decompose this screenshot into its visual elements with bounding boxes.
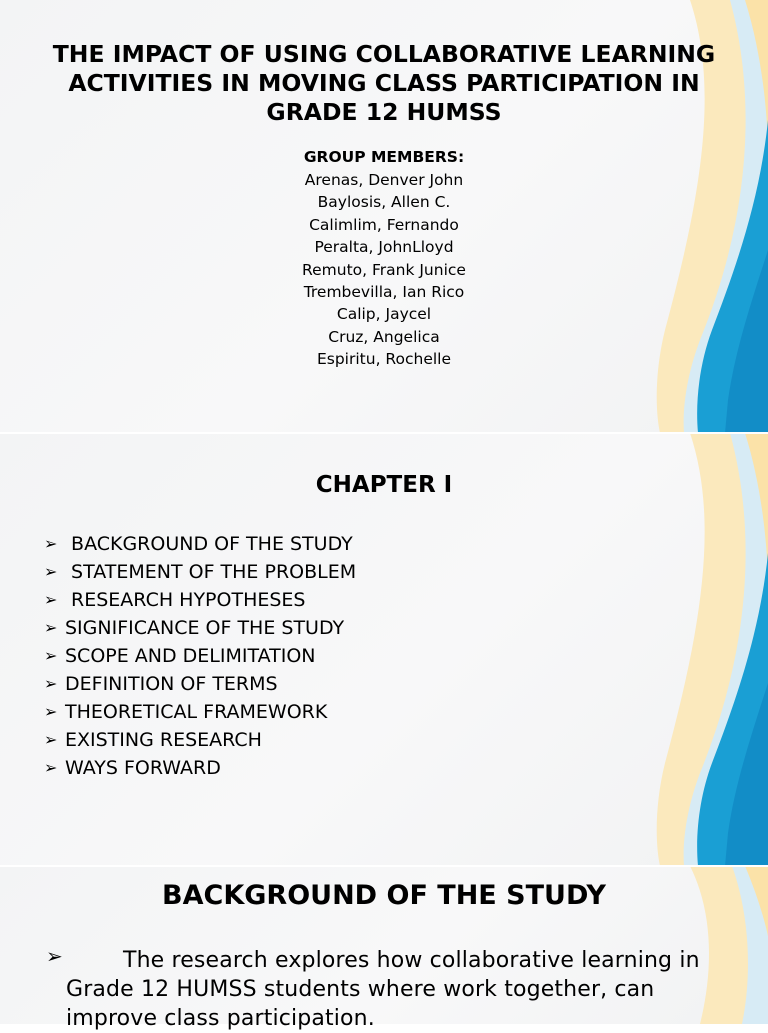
chapter-title: CHAPTER I: [315, 472, 453, 498]
outline-item-label: RESEARCH HYPOTHESES: [65, 589, 306, 611]
member-name: Trembevilla, Ian Rico: [303, 282, 465, 301]
outline-item: [44, 532, 356, 560]
member-name: Calip, Jaycel: [336, 305, 432, 324]
arrowhead-bullet-icon: ➢: [44, 590, 58, 609]
arrowhead-bullet-icon: ➢: [44, 618, 58, 637]
arrowhead-bullet-icon: ➢: [44, 562, 58, 581]
member-name: Arenas, Denver John: [304, 171, 464, 189]
outline-item-label: STATEMENT OF THE PROBLEM: [65, 561, 357, 583]
group-members-heading: GROUP MEMBERS:: [303, 148, 465, 166]
arrowhead-bullet-icon: ➢: [44, 646, 58, 665]
outline-item: [44, 700, 356, 728]
arrowhead-bullet-icon: ➢: [44, 674, 58, 693]
section-title: BACKGROUND OF THE STUDY: [162, 880, 606, 911]
member-name: Calimlim, Fernando: [309, 215, 459, 234]
member-name: Remuto, Frank Junice: [302, 260, 466, 279]
arrowhead-bullet-icon: ➢: [44, 534, 58, 553]
outline-item: [44, 672, 356, 700]
arrowhead-bullet-icon: ➢: [44, 702, 58, 721]
chapter-outline-list: [44, 532, 356, 784]
member-name: Peralta, JohnLloyd: [314, 238, 454, 257]
arrowhead-bullet-icon: ➢: [44, 730, 58, 749]
arrowhead-bullet-icon: ➢: [46, 944, 63, 968]
outline-item: [44, 728, 356, 756]
outline-item-label: SIGNIFICANCE OF THE STUDY: [65, 617, 345, 639]
slide-divider: [0, 432, 768, 434]
background-paragraph: The research explores how collaborative learning in Grade 12 HUMSS students where work together, can improve class participation.: [66, 948, 700, 1031]
member-name: Baylosis, Allen C.: [317, 193, 451, 212]
outline-item: [44, 756, 356, 784]
outline-item: [44, 644, 356, 672]
outline-item-label: WAYS FORWARD: [65, 757, 221, 779]
title-slide: [0, 0, 768, 433]
outline-item-label: BACKGROUND OF THE STUDY: [65, 533, 353, 555]
outline-item-label: SCOPE AND DELIMITATION: [65, 645, 316, 667]
outline-item: [44, 588, 356, 616]
member-name: Espiritu, Rochelle: [316, 350, 452, 369]
outline-item: [44, 560, 356, 588]
group-members-list: [234, 170, 534, 372]
member-name: Cruz, Angelica: [328, 327, 440, 346]
outline-item-label: EXISTING RESEARCH: [65, 729, 262, 751]
outline-item-label: DEFINITION OF TERMS: [65, 673, 278, 695]
slide-title: THE IMPACT OF USING COLLABORATIVE LEARNING ACTIVITIES IN MOVING CLASS PARTICIPATION IN GRADE 12 HUMSS: [52, 40, 716, 126]
outline-item-label: THEORETICAL FRAMEWORK: [65, 701, 328, 723]
arrowhead-bullet-icon: ➢: [44, 758, 58, 777]
outline-item: [44, 616, 356, 644]
slide-divider: [0, 865, 768, 867]
